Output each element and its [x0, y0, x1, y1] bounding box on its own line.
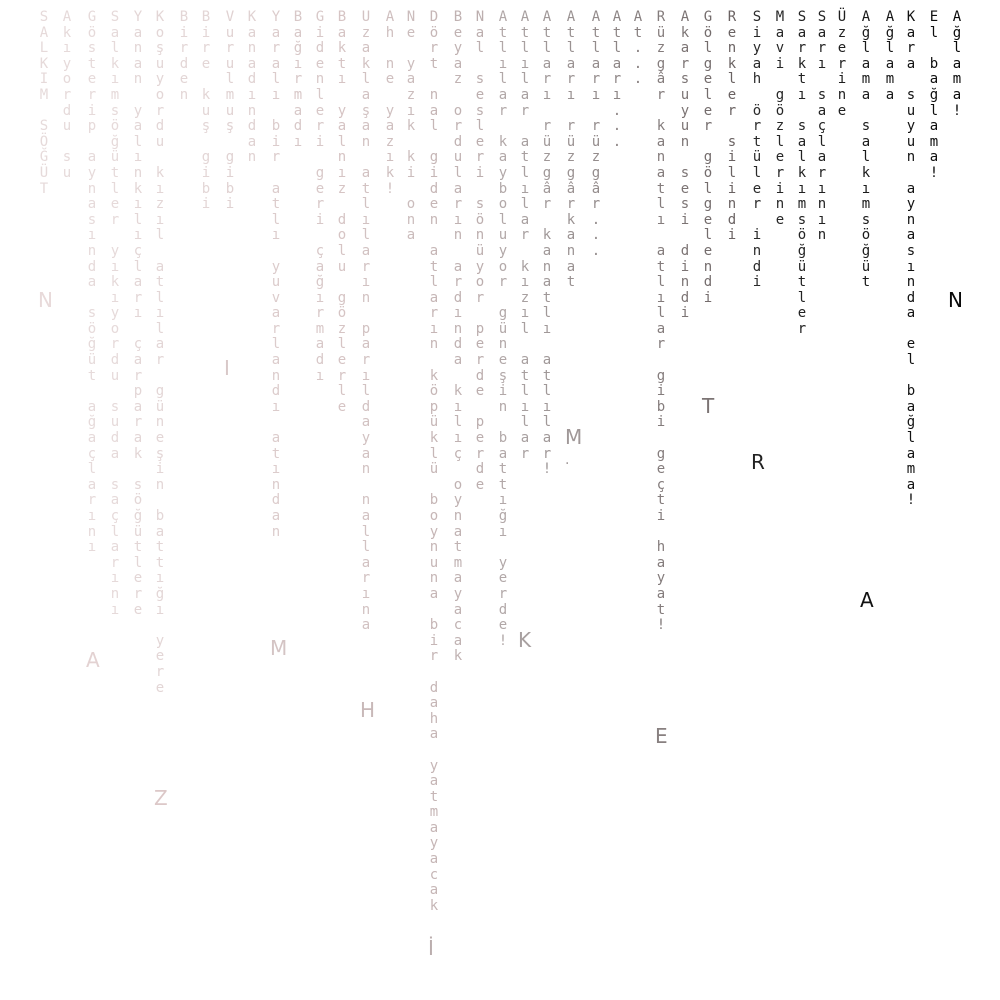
- poem-line-column: A t l a r ı r ü z g â r k a n a t: [566, 9, 576, 291]
- poem-line-column: B e y a z o r d u l a r ı n a r d ı n d a k ı l ı ç o y n a t m a y a c a k: [453, 9, 463, 665]
- author-letter: M: [565, 425, 583, 449]
- poem-line-column: M a v i g ö z l e r i n e: [775, 9, 785, 228]
- poem-line-column: U z a k l a ş a n a t l ı l a r ı n p a r ı l d a y a n n a l l a r ı n a: [361, 9, 371, 634]
- poem-line-column: A t l ı l a r a t l ı l a r k ı z ı l a t l ı l a r: [520, 9, 530, 462]
- poem-line-column: G i d e n l e r i g e r i ç a ğ ı r m a d ı: [315, 9, 325, 384]
- poem-line-column: S a r ı s a ç l a r ı n ı n: [817, 9, 827, 244]
- poem-line-column: K o ş u y o r d u k ı z ı l a t l ı l a r g ü n e ş i n b a t t ı ğ ı y e r e: [155, 9, 165, 696]
- poem-line-column: K a r a s u y u n a y n a s ı n d a e l b a ğ l a m a !: [906, 9, 916, 509]
- poem-line-column: A ğ l a m a s a l k ı m s ö ğ ü t: [861, 9, 871, 291]
- author-letter: E: [655, 724, 668, 748]
- author-letter: A: [860, 588, 874, 612]
- poem-line-column: B i r e k u ş g i b i: [201, 9, 211, 213]
- poem-line-column: G ö l g e l e r g ö l g e l e n d i: [703, 9, 713, 306]
- author-letter: İ: [428, 936, 434, 960]
- poem-line-column: A t l a r ı . . .: [612, 9, 622, 150]
- poem-line-column: B a ğ ı r m a d ı: [293, 9, 303, 150]
- poem-line-column: B a k t ı y a l n ı z d o l u g ö z l e r l e: [337, 9, 347, 415]
- author-letter: T: [702, 394, 715, 418]
- poem-line-column: Ü z e r i n e: [837, 9, 847, 119]
- poem-line-column: A t l ı l a r k a y b o l u y o r g ü n e ş i n b a t t ı ğ ı y e r d e !: [498, 9, 508, 649]
- poem-line-column: A h n e y a z ı k !: [385, 9, 395, 197]
- poem-line-column: A ğ l a m a: [885, 9, 895, 103]
- poem-line-column: S a r k t ı s a l k ı m s ö ğ ü t l e r: [797, 9, 807, 337]
- poem-line-column: N e y a z ı k k i o n a: [406, 9, 416, 244]
- poem-line-column: A k a r s u y u n s e s i d i n d i: [680, 9, 690, 322]
- author-letter: H: [360, 698, 376, 722]
- poem-line-column: R e n k l e r s i l i n d i: [727, 9, 737, 244]
- poem-line-column: Y a n a n y a l ı n k ı l ı ç l a r ı ç a r p a r a k s ö ğ ü t l e r e: [133, 9, 143, 618]
- poem-line-column: K a n a d ı n d a n: [247, 9, 257, 166]
- author-letter: M: [270, 636, 288, 660]
- author-letter: N: [38, 288, 53, 312]
- author-letter: A: [86, 648, 100, 672]
- poem-line-column: N a l s e s l e r i s ö n ü y o r p e r d e p e r d e: [475, 9, 485, 493]
- poem-line-column: S i y a h ö r t ü l e r i n d i: [752, 9, 762, 291]
- poem-line-column: A t . . .: [633, 9, 643, 88]
- poem-line-column: E l b a ğ l a m a !: [929, 9, 939, 181]
- poem-line-column: A k ı y o r d u s u: [62, 9, 72, 181]
- author-letter: R: [751, 450, 765, 474]
- poem-line-column: D ö r t n a l g i d e n a t l a r ı n k ö p ü k l ü b o y n u n a b i r d a h a y a t m a y a c a k: [429, 9, 439, 914]
- author-letter: I: [224, 356, 230, 380]
- poem-line-column: S a l k ı m s ö ğ ü t l e r y ı k ı y o r d u s u d a s a ç l a r ı n ı: [110, 9, 120, 618]
- author-letter: .: [565, 452, 570, 468]
- poem-line-column: V u r u l m u ş g i b i: [225, 9, 235, 213]
- poem-line-column: Y a r a l ı b i r a t l ı y u v a r l a n d ı a t ı n d a n: [271, 9, 281, 540]
- poem-line-column: G ö s t e r i p a y n a s ı n d a s ö ğ ü t a ğ a ç l a r ı n ı: [87, 9, 97, 556]
- author-letter: Z: [154, 786, 168, 810]
- poem-line-column: R ü z g â r k a n a t l ı a t l ı l a r g i b i g e ç t i h a y a t !: [656, 9, 666, 634]
- poem-line-column: A ğ l a m a !: [952, 9, 962, 119]
- author-letter: N: [948, 288, 963, 312]
- poem-line-column: A t l a r ı r ü z g â r . . .: [591, 9, 601, 259]
- poem-line-column: B i r d e n: [179, 9, 189, 103]
- poem-line-column: S A L K I M S Ö Ğ Ü T: [39, 9, 49, 197]
- author-letter: K: [518, 628, 532, 652]
- poem-line-column: A t l a r ı r ü z g â r k a n a t l ı a t l ı l a r !: [542, 9, 552, 478]
